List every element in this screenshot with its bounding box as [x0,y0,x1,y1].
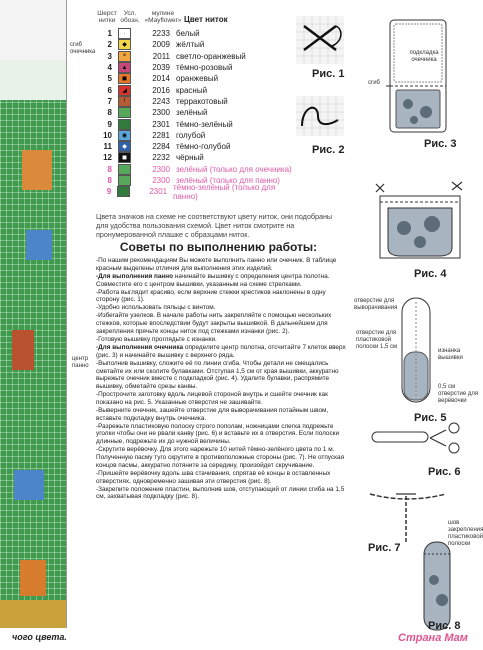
legend-color-name: жёлтый [176,40,205,50]
legend-thread-number: 8 [107,108,112,118]
tip-text: -Закрепите положение пластин, выполнив шов, отступающий от линии сгиба на 1,5 см, захватывая подкладку (рис. 8). [96,485,345,501]
tip-text: -Выполнив вышивку, сложите её по линии сгиба. Чтобы детали не смещались сметайте их или сколите булавками. Отступая 1,5 см от края вышивки, аккуратно вырежьте очечник вместе с подкладкой (рис. 4). Удалите булавки, распрямите вышивку, обметайте срезы канвы. [96,359,339,391]
legend-row [96,28,296,39]
watermark-logo: Страна Мам [398,632,468,644]
fig5-label: Рис. 5 [414,412,447,424]
legend-symbol-swatch: × [118,51,131,62]
tip-text: -Разрежьте пластиковую полоску строго пополам, ножницами слегка подрежьте уголки чтобы они не рвали канву (рис. 6) и вставьте их в отверстия. Если полоски длинные, подрежьте их до нужной величины. [96,422,340,446]
legend-thread-number: 11 [103,142,112,152]
legend-header-code: мулине «Mayflower» [144,10,182,24]
legend-thread-number: 3 [107,51,112,61]
legend-row [96,152,296,163]
legend-symbol-swatch: ◢ [118,85,131,96]
strip-center-label: центр панно [72,356,89,369]
legend-color-name: зелёный (только для панно) [176,176,280,185]
legend-thread-number: 8 [107,164,112,174]
legend-row [96,164,296,175]
fig3-lining-label: подкладка очечника [409,50,439,63]
legend-thread-number: 10 [103,130,112,140]
tip-text: -Выверните очечник, зашейте отверстие для выворачивания потайным швом, вставьте подкладку внутрь очечника. [96,406,329,422]
tip-text: начинайте вышивку с определения центра полотна. Совместите его с центром вышивки, указанным на схеме стрелками. [96,272,330,288]
tip-item [96,344,346,360]
tip-item [96,391,346,407]
legend-symbol-swatch [118,175,131,186]
legend-floss-code: 2014 [152,74,170,84]
legend-floss-code: 2300 [152,164,170,174]
legend-symbol-swatch: ◆ [118,141,131,152]
legend-symbol-swatch [117,186,129,197]
strip-fold-label: сгиб очечника [70,42,96,55]
legend-header-number: Шерст нитки [97,10,117,24]
legend-row [96,130,296,141]
tip-item [96,486,346,502]
tip-text: -Удобно использовать пяльцы с винтом. [96,304,216,312]
fig5-opening1-label: отверстие для выворачивания [354,298,398,311]
cross-stitch-chart-strip [0,0,67,628]
tip-text: -Избегайте узелков. В начале работы нить закрепляйте с помощью нескольких стежков, которые впоследствии будут закрыты вышивкой. В дальнейшем для закрепления прячьте концы ниток под стежками изнанки (рис. 2). [96,312,332,335]
tip-text: -Готовую вышивку проглядьте с изнанки. [96,335,217,343]
tip-text: -По нашим рекомендациям Вы можете выполнить панно или очечник. В таблице красным выделены отличия для выполнения этих изделий. [96,257,337,272]
tip-item [96,446,346,469]
fig8-illustration [420,540,456,632]
legend-color-name: голубой [176,130,206,140]
legend-symbol-swatch: ◼ [118,73,131,84]
fig1-label: Рис. 1 [312,68,345,80]
legend-floss-code: 2009 [152,40,170,50]
thread-legend [96,10,296,201]
fig8-label: Рис. 8 [428,620,461,632]
legend-row [96,141,296,152]
legend-symbol-swatch: ◉ [118,130,131,141]
fig4-illustration [374,178,466,266]
legend-row [96,62,296,73]
legend-row [96,118,296,129]
legend-floss-code: 2281 [152,130,170,140]
tip-item [96,289,346,305]
color-note: Цвета значков на схеме не соответствуют цвету ниток, они подобраны для удобства пользования схемой. Цвет ниток смотрите на пронумерованной плашке с образцами ниток. [96,212,333,239]
tip-bold-lead: -Для выполнения очечника [96,344,184,352]
fig1-illustration [296,16,344,64]
legend-floss-code: 2233 [152,29,170,39]
legend-color-name: тёмно-зелёный [176,119,233,129]
fig3-fold-label: сгиб [368,80,380,86]
legend-symbol-swatch: ◼ [118,152,131,163]
legend-floss-code: 2300 [152,176,170,185]
legend-thread-number: 12 [103,153,112,163]
legend-thread-number: 8 [107,176,112,185]
fig5-cord-label: 0,5 см отверстие для верёвочки [438,384,479,404]
legend-thread-number: 6 [107,85,112,95]
fig8-seam-label: шов закрепления пластиковой полоски [448,520,483,547]
legend-floss-code: 2011 [152,51,170,61]
fig2-illustration [296,96,344,136]
legend-floss-code: 2232 [152,153,170,163]
fig4-label: Рис. 4 [414,268,447,280]
legend-color-name: светло-оранжевый [176,51,246,61]
legend-thread-number: 9 [107,119,112,129]
legend-floss-code: 2300 [152,108,170,118]
legend-color-name: терракотовый [176,96,228,106]
fig3-illustration [386,18,458,136]
legend-row [96,84,296,95]
legend-color-name: тёмно-розовый [176,63,233,73]
legend-color-name: тёмно-голубой [176,142,231,152]
fig5-wrong-side-label: изнанка вышивки [438,348,463,361]
tip-item [96,470,346,486]
legend-header [96,10,296,24]
legend-row [96,107,296,118]
tip-text: -Прострочите заготовку вдоль лицевой стороной внутрь и сшейте очечник как показано на рис. 5. Указанные отверстия не зашивайте. [96,391,328,406]
legend-row [96,96,296,107]
legend-symbol-swatch: ▲ [118,62,131,73]
legend-row [96,39,296,50]
tip-item [96,423,346,446]
legend-row [96,73,296,84]
fig5-opening2-label: отверстие для пластиковой полоски 1,5 см [356,330,398,350]
legend-header-symbol: Усл. обозн. [120,10,140,24]
legend-row [96,51,296,62]
fig6-label: Рис. 6 [428,466,461,478]
tip-text: -Скрутите верёвочку. Для этого нарежьте 10 нитей тёмно-зелёного цвета по 1 м. Полученную пасму туго скрутите в противоположные стороны (рис. 7). Не отпуская концов пасмы, аккуратно потяните за середину, произойдет скручивание. [96,446,345,469]
tip-item [96,273,346,289]
legend-floss-code: 2016 [152,85,170,95]
tip-item [96,407,346,423]
legend-rows [96,28,296,201]
legend-symbol-swatch: ◆ [118,39,131,50]
legend-floss-code: 2039 [152,63,170,73]
legend-thread-number: 5 [107,74,112,84]
legend-color-name: белый [176,29,200,39]
legend-symbol-swatch [118,107,131,118]
legend-row [96,182,296,201]
tip-item [96,312,346,335]
legend-symbol-swatch [118,119,131,130]
legend-symbol-swatch [118,164,131,175]
legend-floss-code: 2301 [149,187,168,197]
strip-caption: чого цвета. [12,632,67,642]
fig3-label: Рис. 3 [424,138,457,150]
tip-text: определите центр полотна, отсчитайте 7 клеток вверх (рис. 3) и начинайте вышивку с верхнего ряда. [96,344,346,359]
legend-header-color: Цвет ниток [184,15,228,24]
legend-symbol-swatch: · [118,28,131,39]
tip-item [96,257,346,273]
legend-thread-number: 2 [107,40,112,50]
legend-color-name: зелёный (только для очечника) [176,164,292,174]
tip-text: -Пришейте верёвочку вдоль шва стачивания, спрятав её концы в оставленных отверстиях, одновременно зашивая эти отверстия (рис. 8). [96,469,331,485]
tips-title: Советы по выполнению работы: [119,240,318,254]
tip-item [96,336,346,344]
legend-color-name: оранжевый [176,74,219,84]
fig2-label: Рис. 2 [312,144,345,156]
legend-color-name: тёмно-зелёный (только для панно) [173,182,276,201]
legend-thread-number: 9 [106,187,112,197]
tip-item [96,304,346,312]
legend-floss-code: 2243 [152,96,170,106]
legend-floss-code: 2301 [152,119,170,129]
tip-text: -Работа выглядит красиво, если верхние стежки крестиков наклонены в одну сторону (рис. 1). [96,288,326,304]
legend-symbol-swatch: / [118,96,131,107]
legend-color-name: чёрный [176,153,204,163]
tip-item [96,360,346,391]
legend-color-name: красный [176,85,208,95]
fig7-label: Рис. 7 [368,542,401,554]
fig6-illustration [370,422,470,454]
legend-thread-number: 4 [107,63,112,73]
legend-thread-number: 7 [107,96,112,106]
legend-floss-code: 2284 [152,142,170,152]
fig5-illustration [396,296,440,406]
legend-color-name: зелёный [176,108,208,118]
tips-list [96,257,346,501]
legend-thread-number: 1 [107,29,112,39]
tip-bold-lead: -Для выполнения панно [96,272,174,280]
